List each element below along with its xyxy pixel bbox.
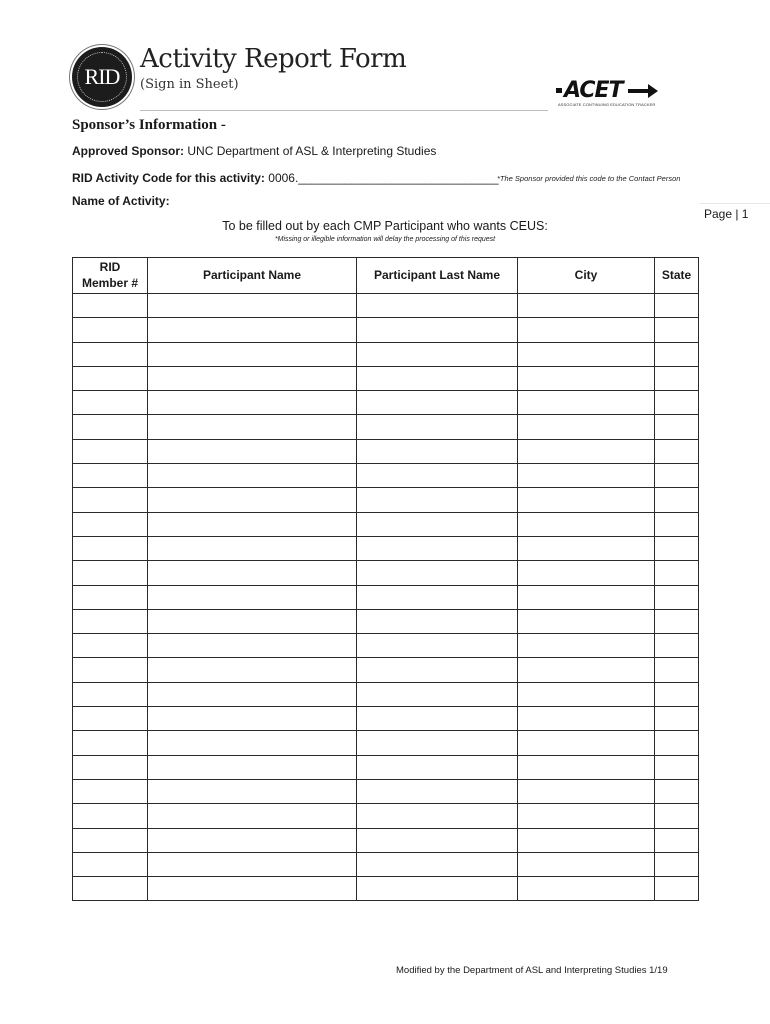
participant-last-name-cell[interactable] [357,464,518,488]
participant-last-name-cell[interactable] [357,634,518,658]
table-row [73,707,699,731]
page-number: Page | 1 [704,207,749,221]
acet-logo-text: ACET [564,78,623,103]
state-cell[interactable] [655,415,699,439]
city-cell[interactable] [518,318,655,342]
table-header-row [73,258,699,294]
table-row [73,391,699,415]
participant-name-cell[interactable] [148,585,357,609]
rid-member-cell[interactable] [73,318,148,342]
rid-member-cell[interactable] [73,731,148,755]
participant-last-name-cell[interactable] [357,488,518,512]
city-cell[interactable] [518,585,655,609]
city-cell[interactable] [518,464,655,488]
rid-member-cell[interactable] [73,536,148,560]
city-cell[interactable] [518,804,655,828]
state-cell[interactable] [655,779,699,803]
col-header-line: Member # [81,276,139,290]
table-row [73,682,699,706]
participant-name-cell[interactable] [148,488,357,512]
col-header-line: RID [99,260,121,274]
rid-member-cell[interactable] [73,439,148,463]
approved-sponsor-value: UNC Department of ASL & Interpreting Studies [187,144,437,158]
state-cell[interactable] [655,294,699,318]
state-cell[interactable] [655,755,699,779]
participant-name-cell[interactable] [148,804,357,828]
rid-member-cell[interactable] [73,342,148,366]
table-row [73,488,699,512]
participant-name-cell[interactable] [148,318,357,342]
rid-member-cell[interactable] [73,585,148,609]
participant-name-cell[interactable] [148,609,357,633]
state-cell[interactable] [655,609,699,633]
city-cell[interactable] [518,294,655,318]
state-cell[interactable] [655,512,699,536]
participant-name-cell[interactable] [148,391,357,415]
participant-name-cell[interactable] [148,561,357,585]
participant-name-cell[interactable] [148,707,357,731]
table-row [73,658,699,682]
participant-name-cell[interactable] [148,828,357,852]
acet-tagline: ASSOCIATE CONTINUING EDUCATION TRACKER [558,102,656,107]
participant-name-cell[interactable] [148,366,357,390]
participant-name-cell[interactable] [148,415,357,439]
participant-last-name-cell[interactable] [357,804,518,828]
table-row [73,536,699,560]
state-cell[interactable] [655,439,699,463]
table-row [73,464,699,488]
participant-name-cell[interactable] [148,877,357,901]
activity-code-line [72,171,499,185]
participant-last-name-cell[interactable] [357,536,518,560]
participant-last-name-cell[interactable] [357,658,518,682]
rid-member-cell[interactable] [73,877,148,901]
table-row [73,779,699,803]
city-cell[interactable] [518,634,655,658]
participant-last-name-cell[interactable] [357,609,518,633]
participant-name-cell[interactable] [148,852,357,876]
state-cell[interactable] [655,658,699,682]
table-row [73,609,699,633]
participant-name-cell[interactable] [148,779,357,803]
city-cell[interactable] [518,512,655,536]
participant-name-cell[interactable] [148,634,357,658]
rid-member-cell[interactable] [73,828,148,852]
participant-name-cell[interactable] [148,682,357,706]
state-cell[interactable] [655,366,699,390]
footer-note: Modified by the Department of ASL and Interpreting Studies 1/19 [396,965,668,976]
instructions-text: To be filled out by each CMP Participant who wants CEUS: [222,219,548,233]
state-cell[interactable] [655,804,699,828]
participant-name-cell[interactable] [148,658,357,682]
table-row [73,512,699,536]
col-header-participant-last-name: Participant Last Name [357,258,518,294]
table-row [73,634,699,658]
state-cell[interactable] [655,318,699,342]
city-cell[interactable] [518,439,655,463]
city-cell[interactable] [518,707,655,731]
participant-name-cell[interactable] [148,464,357,488]
sign-in-table [72,257,699,901]
rid-member-cell[interactable] [73,755,148,779]
state-cell[interactable] [655,464,699,488]
table-row [73,294,699,318]
state-cell[interactable] [655,634,699,658]
page-number-divider [700,203,770,204]
participant-name-cell[interactable] [148,731,357,755]
city-cell[interactable] [518,755,655,779]
table-row [73,342,699,366]
approved-sponsor-label: Approved Sponsor: [72,144,185,158]
state-cell[interactable] [655,731,699,755]
participant-last-name-cell[interactable] [357,731,518,755]
state-cell[interactable] [655,536,699,560]
participant-last-name-cell[interactable] [357,415,518,439]
table-row [73,804,699,828]
rid-member-cell[interactable] [73,464,148,488]
city-cell[interactable] [518,828,655,852]
rid-member-cell[interactable] [73,634,148,658]
state-cell[interactable] [655,342,699,366]
state-cell[interactable] [655,828,699,852]
participant-last-name-cell[interactable] [357,561,518,585]
table-row [73,561,699,585]
rid-logo [72,47,132,107]
rid-member-cell[interactable] [73,366,148,390]
state-cell[interactable] [655,561,699,585]
table-row [73,585,699,609]
participant-name-cell[interactable] [148,294,357,318]
col-header-state: State [655,258,699,294]
col-header-rid-member [73,258,148,294]
city-cell[interactable] [518,561,655,585]
state-cell[interactable] [655,488,699,512]
participant-name-cell[interactable] [148,342,357,366]
rid-member-cell[interactable] [73,294,148,318]
table-row [73,877,699,901]
table-row [73,828,699,852]
city-cell[interactable] [518,415,655,439]
participant-last-name-cell[interactable] [357,779,518,803]
participant-last-name-cell[interactable] [357,852,518,876]
approved-sponsor-line [72,144,436,158]
participant-last-name-cell[interactable] [357,366,518,390]
activity-name-label: Name of Activity: [72,194,170,208]
page-title: Activity Report Form [140,44,407,74]
participant-last-name-cell[interactable] [357,682,518,706]
city-cell[interactable] [518,488,655,512]
state-cell[interactable] [655,852,699,876]
participant-last-name-cell[interactable] [357,342,518,366]
acet-logo [556,80,660,110]
participant-last-name-cell[interactable] [357,877,518,901]
state-cell[interactable] [655,391,699,415]
city-cell[interactable] [518,366,655,390]
participant-name-cell[interactable] [148,439,357,463]
participant-last-name-cell[interactable] [357,828,518,852]
activity-code-label: RID Activity Code for this activity: [72,171,265,185]
rid-member-cell[interactable] [73,682,148,706]
participant-last-name-cell[interactable] [357,318,518,342]
header-divider [140,110,548,111]
rid-member-cell[interactable] [73,852,148,876]
participant-name-cell[interactable] [148,512,357,536]
rid-member-cell[interactable] [73,658,148,682]
table-row [73,415,699,439]
participant-last-name-cell[interactable] [357,707,518,731]
city-cell[interactable] [518,536,655,560]
rid-member-cell[interactable] [73,415,148,439]
rid-member-cell[interactable] [73,488,148,512]
state-cell[interactable] [655,585,699,609]
participant-last-name-cell[interactable] [357,755,518,779]
city-cell[interactable] [518,877,655,901]
rid-member-cell[interactable] [73,391,148,415]
activity-name-line [72,194,170,208]
table-row [73,731,699,755]
participant-last-name-cell[interactable] [357,512,518,536]
rid-member-cell[interactable] [73,609,148,633]
page-subtitle: (Sign in Sheet) [140,77,239,92]
table-row [73,318,699,342]
rid-member-cell[interactable] [73,561,148,585]
table-row [73,755,699,779]
participant-last-name-cell[interactable] [357,585,518,609]
participant-last-name-cell[interactable] [357,391,518,415]
city-cell[interactable] [518,682,655,706]
table-body [73,294,699,901]
city-cell[interactable] [518,342,655,366]
city-cell[interactable] [518,391,655,415]
rid-member-cell[interactable] [73,512,148,536]
table-row [73,439,699,463]
table-row [73,366,699,390]
activity-code-note: *The Sponsor provided this code to the Contact Person [497,174,681,183]
participant-name-cell[interactable] [148,755,357,779]
participant-last-name-cell[interactable] [357,294,518,318]
state-cell[interactable] [655,682,699,706]
instructions-note: *Missing or illegible information will delay the processing of this request [274,236,496,243]
rid-member-cell[interactable] [73,707,148,731]
rid-member-cell[interactable] [73,804,148,828]
col-header-participant-name: Participant Name [148,258,357,294]
state-cell[interactable] [655,877,699,901]
activity-code-value: 0006.______________________________ [268,171,499,185]
col-header-city: City [518,258,655,294]
state-cell[interactable] [655,707,699,731]
city-cell[interactable] [518,609,655,633]
city-cell[interactable] [518,731,655,755]
rid-member-cell[interactable] [73,779,148,803]
city-cell[interactable] [518,852,655,876]
table-row [73,852,699,876]
city-cell[interactable] [518,779,655,803]
participant-last-name-cell[interactable] [357,439,518,463]
sponsor-heading: Sponsor’s Information - [72,117,226,133]
rid-logo-text: RID [84,64,120,89]
participant-name-cell[interactable] [148,536,357,560]
city-cell[interactable] [518,658,655,682]
